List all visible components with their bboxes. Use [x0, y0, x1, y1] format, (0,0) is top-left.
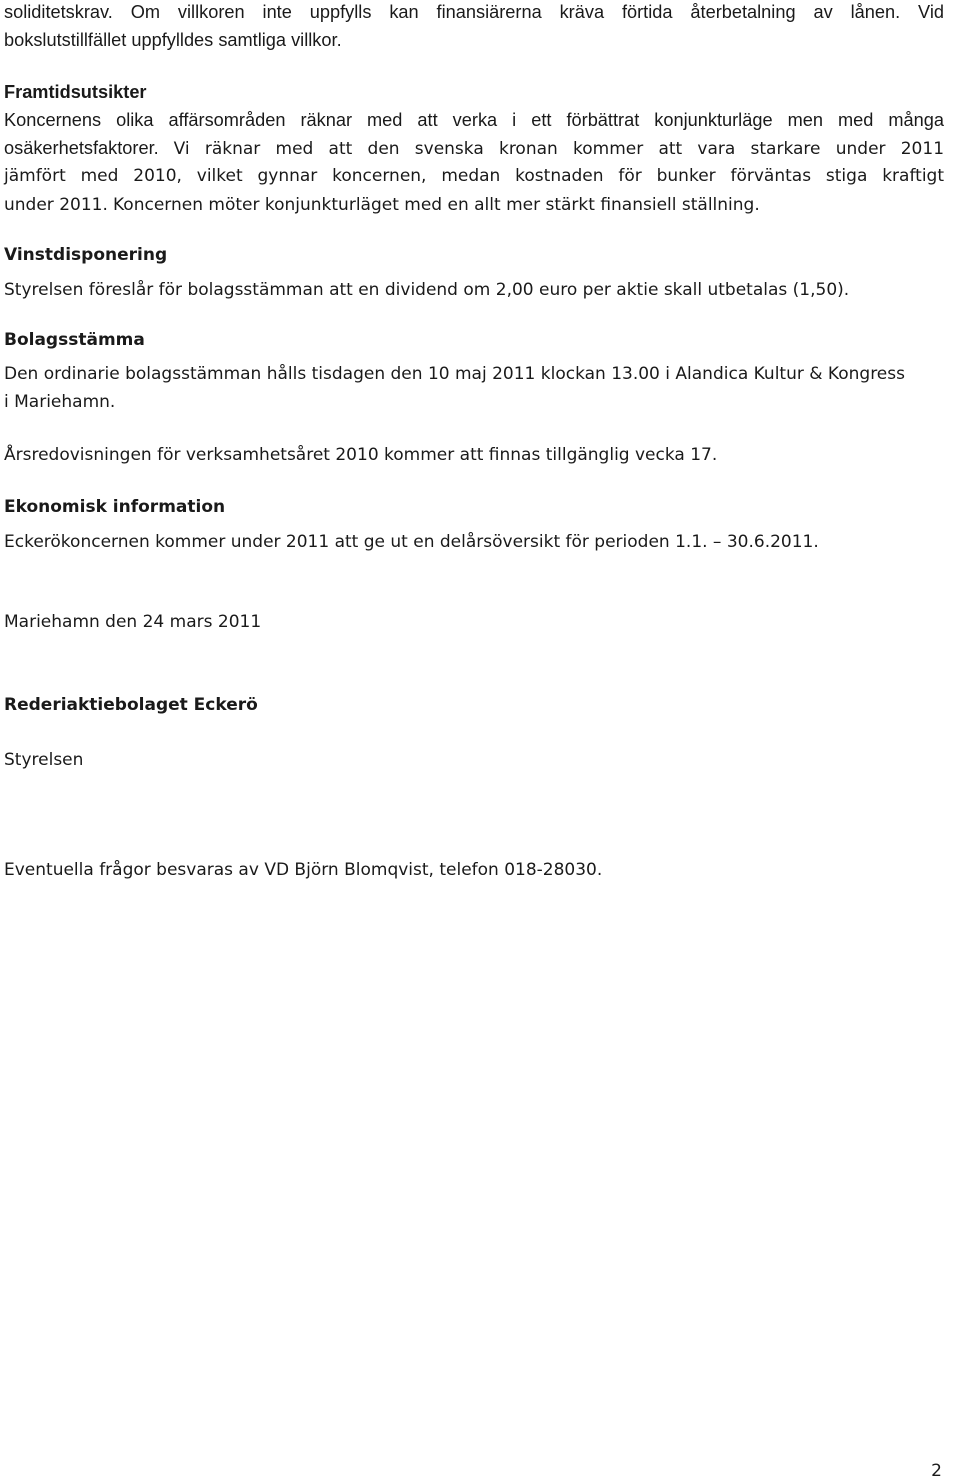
paragraph-line: Årsredovisningen för verksamhetsåret 2010 kommer att finnas tillgänglig vecka 17. — [4, 445, 718, 465]
section-heading-dividend: Vinstdisponering — [4, 245, 168, 265]
paragraph-line: soliditetskrav. Om villkoren inte uppfylls kan finansiärerna kräva förtida återbetalning av lånen. Vid — [4, 2, 944, 22]
text-segment: Koncernen möter konjunkturläget med en allt mer stärkt finansiell ställning. — [113, 195, 760, 215]
paragraph-line: Styrelsen föreslår för bolagsstämman att en dividend om 2,00 euro per aktie skall utbetalas (1,50). — [4, 280, 850, 300]
paragraph-line: Koncernens olika affärsområden räknar med att verka i ett förbättrat konjunkturläge men med många — [4, 110, 944, 130]
text-segment: Vi räknar med att den svenska kronan kommer att vara starkare under 2011 — [173, 139, 945, 159]
section-heading-outlook: Framtidsutsikter — [4, 82, 147, 102]
page-number: 2 — [931, 1461, 942, 1481]
section-heading-financial-info: Ekonomisk information — [4, 497, 226, 517]
text-segment: osäkerhetsfaktorer. — [4, 138, 159, 158]
place-date: Mariehamn den 24 mars 2011 — [4, 612, 262, 632]
paragraph-line — [4, 192, 760, 217]
paragraph-line: jämfört med 2010, vilket gynnar koncernen, medan kostnaden för bunker förväntas stiga kraftigt — [4, 166, 944, 186]
section-heading-agm: Bolagsstämma — [4, 330, 145, 350]
paragraph-line: i Mariehamn. — [4, 392, 116, 412]
contact-line: Eventuella frågor besvaras av VD Björn Blomqvist, telefon 018-28030. — [4, 860, 603, 880]
company-name: Rederiaktiebolaget Eckerö — [4, 695, 258, 715]
paragraph-line — [4, 136, 944, 161]
paragraph-line: Den ordinarie bolagsstämman hålls tisdagen den 10 maj 2011 klockan 13.00 i Alandica Kultur & Kongress — [4, 364, 905, 384]
text-segment: under 2011. — [4, 195, 108, 215]
paragraph-line: bokslutstillfället uppfylldes samtliga villkor. — [4, 30, 342, 50]
signatory-board: Styrelsen — [4, 750, 84, 770]
paragraph-line: Eckerökoncernen kommer under 2011 att ge ut en delårsöversikt för perioden 1.1. – 30.6.2011. — [4, 532, 819, 552]
